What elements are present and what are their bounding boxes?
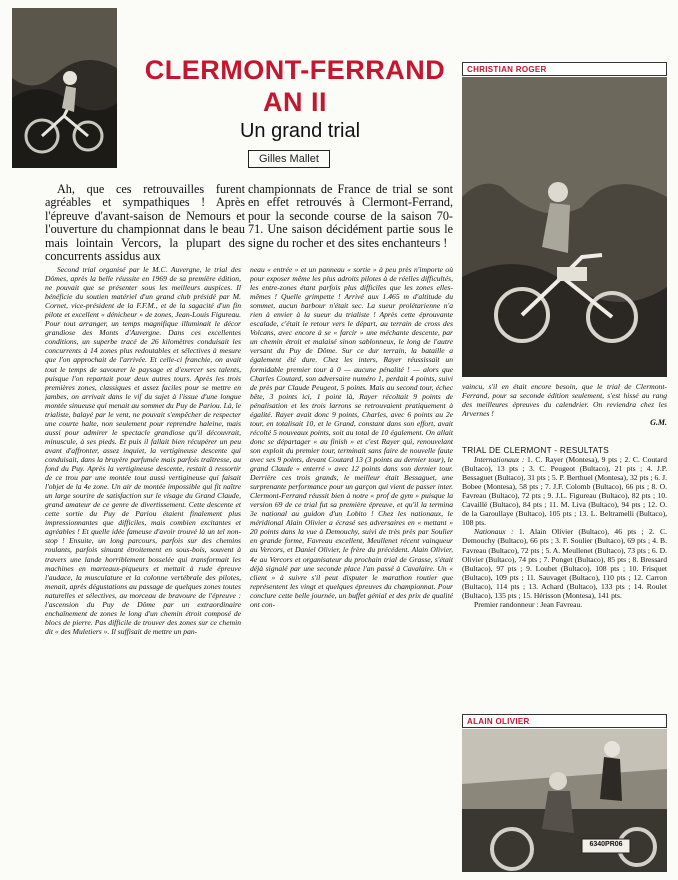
results-inter-heading: Internationaux : <box>474 455 525 465</box>
conclusion-text: vaincu, s'il en était encore besoin, que le trial de Clermont-Ferrand, pour sa seconde édition seulement, s'est hissé au rang des meilleures épreuves du calendrier. On reviendra chez les Arvernes ! <box>462 382 667 419</box>
photo-christian-roger-image <box>462 77 667 377</box>
results-block <box>462 446 667 609</box>
photo-rider-top-left <box>12 8 117 168</box>
photo-alain-olivier <box>462 729 667 872</box>
body-column-3-conclusion <box>462 382 667 427</box>
results-nat-list: 1. Alain Olivier (Bultaco), 46 pts ; 2. C. Demouchy (Bultaco), 66 pts ; 3. F. Soulier (Bultaco), 69 pts ; 4. B. Favreau (Bultaco), 72 pts ; 5. A. Meullenet (Bultaco), 73 pts ; 6. D. Olivier (Bultaco), 74 pts ; 7. Ponget (Bultaco), 85 pts ; 8. Bressard (Bultaco), 97 pts ; 9. Loubet (Bultaco), 108 pts ; 10. Frisquet (Bultaco), 109 pts ; 11. Sauvaget (Bultaco), 110 pts ; 12. Carron (Bultaco), 114 pts ; 13. Achard (Bultaco), 133 pts ; 14. Roulet (Bultaco), 135 pts ; 15. Hérisson (Montesa), 141 pts. <box>462 527 667 600</box>
body-column-2-text: neau « entrée » et un panneau « sortie » à peu près n'importe où pour exposer même les plus adroits pilotes à de réelles difficultés, les entre-zones étant parfois plus difficiles que les zones elles-mêmes ! Quelle grimpette ! Arrivé aux 1.465 m d'altitude du sommet, aucun barbour n'était sec. La sueur prolétarienne n'a rien à envier à la sueur du trialiste ! Après cette éprouvante escalade, c'était le retour vers le départ, au terrain de cross des Volcans, avec encore à se « farcir » une méchante descente, par un chemin étroit et malaisé sinon sablonneux, le long de l'autre versant du Puy de Dôme. Sur ce dur terrain, la bataille a également été dure. Chez les inters, Rayer réussissait un formidable premier tour à 0 — aucune pénalité ! — alors que Charles Coutard, son adversaire numéro 1, perdait 4 points, suivi de près par Claude Peugeot, 5 points. Mais au second tour, échec bête, 3 points ici, 1 point là, Rayer récoltait 9 points de pénalisation et les trois larrons se retrouvaient pratiquement à égalité. Rayer avait donc 9 points, Charles, avec 6 points au 2e tour, en totalisait 10, et le Grand, constant dans son effort, avait récolté 5 nouveaux points, soit au total de 10 également. On allait donc se départager « au finish » et c'est Rayer qui, renouvelant son exploit du premier tour, terminait sans faire de nouvelle faute avec ses 9 points, devant Coutard 13 (3 points au dernier tour), le grand Claude « enterré » avec 12 points dans son dernier tour. Derrière ces trois grands, le meilleur était Bessaguet, une surprenante performance pour un garçon qui vient de passer inter. Clermont-Ferrand réussit bien à notre « prof de gym » puisque la version 69 de ce trial fut sa première épreuve, et qu'il la termina 3e national au guidon d'un Lobito ! Chez les nationaux, le méridional Alain Olivier a écrasé ses adversaires en « mettant » 20 points dans la vue à Demouchy, suivi de très près par Soulier en grande forme, Favreau excellent, Meullenet récent vainqueur au Vercors, et Daniel Olivier, le frère du précédent. Alain Olivier, 4e au Vercors et organisateur du prochain trial de Grasse, s'était déjà signalé par une seconde place l'an passé à Cavalaire. Un « client » à suivre s'il peut disputer le marathon routier que représentent les vingt et quelques épreuves du championnat. Pour conclure cette belle journée, un buffet génial et des prix de qualité ont con- <box>250 265 453 609</box>
results-title: TRIAL DE CLERMONT - RESULTATS <box>462 446 609 455</box>
results-inter-list: 1. C. Rayer (Montesa), 9 pts ; 2. C. Coutard (Bultaco), 13 pts ; 3. C. Peugeot (Bultaco), 21 pts ; 4. J.P. Bessaguet (Bultaco), 31 pts ; 5. P. Berthuel (Montesa), 32 pts ; 6. J. Bobee (Montesa), 58 pts ; 7. J.F. Colomb (Bultaco), 66 pts ; 8. O. Favreau (Bultaco), 72 pts ; 9. J.L. Figureau (Bultaco), 82 pts ; 10. Cavaillé (Bultaco), 84 pts ; 11. M. Liva (Bultaco), 94 pts ; 12. O. de la Garoullaye (Bultaco), 105 pts ; 13. L. Beltramelli (Bultaco), 108 pts. <box>462 455 667 528</box>
article-title-line1: CLERMONT-FERRAND <box>144 55 446 85</box>
results-first-rider: Premier randonneur : Jean Favreau. <box>474 599 583 609</box>
body-column-2 <box>250 265 453 873</box>
photo-christian-roger <box>462 77 667 377</box>
body-column-1-text: Second trial organisé par le M.C. Auvergne, le trial des Dômes, après la belle réussite en 1969 de sa première édition, ne pouvait que se présenter sous les meilleurs auspices. Il bénéficie du soutien matériel d'un grand club présidé par M. Cornet, vice-président de la F.F.M., et de la sagacité d'un fin pilote et excellent « dénicheur » de zones, Jean-Louis Figureau. Pour tout arranger, un temps magnifique illuminait le décor grandiose des Monts d'Auvergne. Dans ces excellentes conditions, un superbe tracé de 26 kilomètres conduisait les concurrents à 14 zones plus redoutables et sélectives à mesure que l'on approchait de l'arrivée. Et celle-ci franchie, on avait tout le temps de savourer le paysage et d'exercer ses talents, puisque l'on repartait pour deux autres tours. Après les trois premières zones, classiques et assez faciles pour se mettre en jambes, on arrivait dans le vif du sujet à l'issue d'une longue montée sinueuse qui menait au sommet du Puy de Pariou. Là, le trialiste, balayé par le vent, ne pouvait s'empêcher de respecter une courte halte, non seulement pour reprendre haleine, mais aussi pour admirer le spectacle grandiose qu'il découvrait, minuscule, à ses pieds. Et puis il fallait bien récupérer un peu avant d'affronter, assez inquiet, la vertigineuse descente qui conduisait, dans la bruyère parfumée mais parfois traîtresse, au fond du Puy. Après la vertigineuse descente, restait à ressortir de ce trou par une montée tout aussi vertigineuse qui faisait l'objet de la 4e zone. Un air de montée impossible qui fit naître un large sourire de satisfaction sur le visage du Grand Claude, grand amateur de ce genre de divertissement. Cette descente et cette sortie du Puy de Pariou étaient finalement plus impressionnantes que difficiles, mais combien excitantes et agréables ! Et quelle idée fameuse d'avoir trouvé là un tel non-stop ! Ensuite, un long parcours, parfois sur des chemins roulants, parfois sinuant étroitement en sous-bois, souvent à travers une lande horriblement bosselée qui transformait les machines en marteaux-piqueurs et mettait à rude épreuve l'audace, la musculature et la colonne vertébrale des pilotes, menait, après dégustations au passage de quelques zones toutes naturelles et sélectives, au morceau de bravoure de l'épreuve : l'ascension du Puy de Dôme par un extraordinaire enchaînement de zones le long d'un chemin étroit composé de blocs de pierre. Pas difficile de trouver des zones sur ce chemin dit « des Muletiers ». Il suffisait de mettre un pan- <box>45 265 241 636</box>
results-internationaux <box>462 455 667 527</box>
author-byline: Gilles Mallet <box>248 150 330 168</box>
photo-caption-christian-roger: CHRISTIAN ROGER <box>462 62 667 76</box>
article-title-line2: AN II <box>262 87 327 117</box>
photo-caption-alain-olivier: ALAIN OLIVIER <box>462 714 667 728</box>
license-plate-text: 6340PR06 <box>589 841 623 848</box>
photo-rider-top-left-image <box>12 8 117 168</box>
lead-paragraph-right: championnats de France de trial se sont en effet retrouvés à Clermont-Ferrand, pour la seconde course de la saison 70-71. Une saison décidément partie sous le signe du rocher et des sites enchanteurs ! <box>248 182 453 250</box>
body-column-1 <box>45 265 241 873</box>
lead-paragraph-left: Ah, que ces retrouvailles furent agréables et sympathiques ! Après l'épreuve d'avant-saison de Nemours et l'ouverture du championnat dans le beau mais lointain Vercors, la plupart des concurrents assidus aux <box>45 182 245 264</box>
author-signature: G.M. <box>650 418 667 428</box>
results-nationaux <box>462 527 667 599</box>
lead-text-right <box>248 183 453 250</box>
lead-text-left <box>45 183 245 263</box>
results-nat-heading: Nationaux : <box>474 527 514 537</box>
photo-alain-olivier-image <box>462 729 667 872</box>
article-subtitle: Un grand trial <box>239 120 361 142</box>
